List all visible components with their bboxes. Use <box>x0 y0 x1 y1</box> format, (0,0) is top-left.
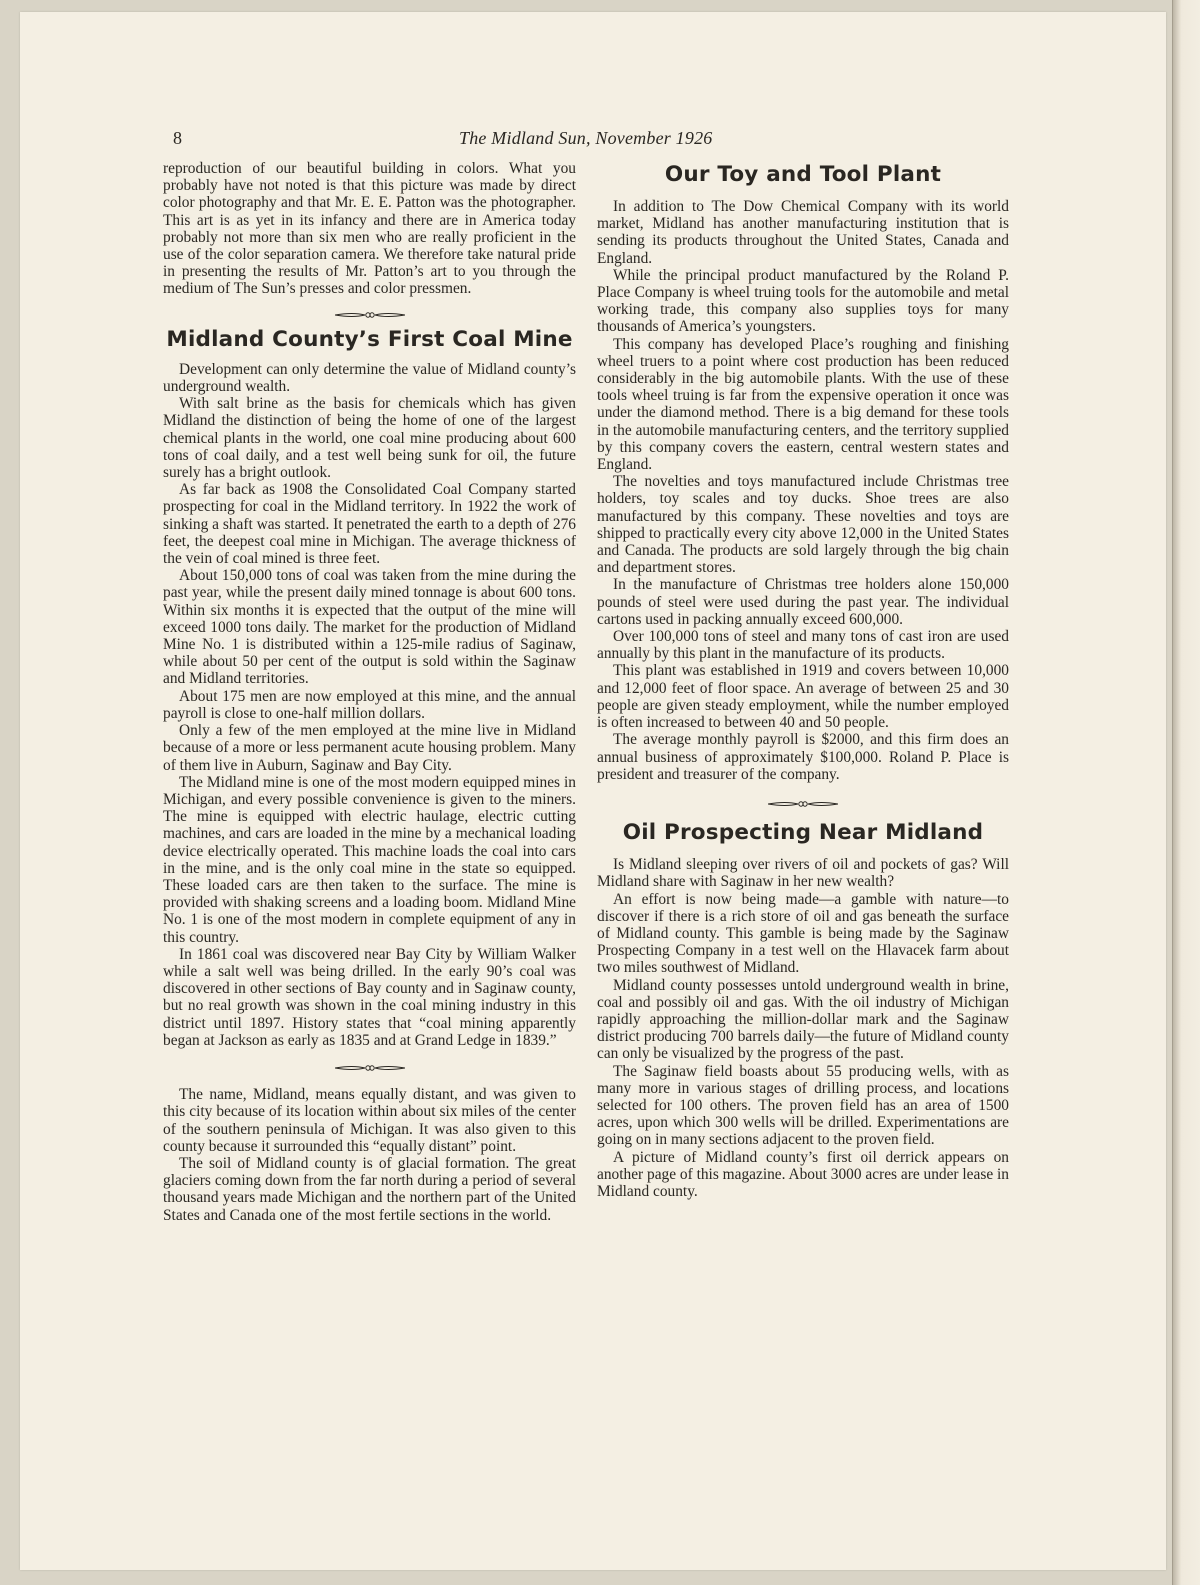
coal-paragraph: About 150,000 tons of coal was taken from the mine during the past year, while the present daily mined tonnage is about 600 tons. Within six months it is expected that the output of the mine will exceed 1000 tons daily. The market for the production of Midland Mine No. 1 is distributed within a 125-mile radius of Saginaw, while about 50 per cent of the output is sold within the Saginaw and Midland territories. <box>163 567 576 688</box>
soil-paragraph: The soil of Midland county is of glacial formation. The great glaciers coming down from the far north during a period of several thousand years made Michigan and the northern part of the United States and Canada one of the most fertile sections in the world. <box>163 1154 576 1224</box>
coal-paragraph: With salt brine as the basis for chemicals which has given Midland the distinction of being the home of one of the largest chemical plants in the world, one coal mine producing about 600 tons of coal daily, and a test well being sunk for oil, the future surely has a bright outlook. <box>163 395 576 482</box>
ornament-divider <box>163 306 576 323</box>
ornament-divider <box>163 1059 576 1076</box>
running-head: The Midland Sun, November 1926 <box>459 128 713 148</box>
coal-paragraph: In 1861 coal was discovered near Bay City by William Walker while a salt well was being drilled. In the early 90’s coal was discovered in other sections of Bay county and in Saginaw county, but no real growth was shown in the coal mining industry in this district until 1897. History states that “coal mining apparently began at Jackson as early as 1835 and at Grand Ledge in 1839.” <box>163 945 576 1049</box>
coal-paragraph: The Midland mine is one of the most modern equipped mines in Michigan, and every possible convenience is given to the miners. The mine is equipped with electric haulage, electric cutting machines, and cars are loaded in the mine by a mechanical loading device electrically operated. This machine loads the coal into cars in the mine, and is the only coal mine in the state so equipped. These loaded cars are then taken to the surface. The mine is provided with shaking screens and a loading boom. Midland Mine No. 1 is one of the most modern in complete equipment of any in this country. <box>163 773 576 946</box>
toy-paragraph: In addition to The Dow Chemical Company with its world market, Midland has another manufacturing institution that is sending its products throughout the United States, Canada and England. <box>597 198 1009 267</box>
intro-paragraph: reproduction of our beautiful building in colors. What you probably have not noted is that this picture was made by direct color photography and that Mr. E. E. Patton was the photographer. This art is as yet in its infancy and there are in America today probably not more than six men who are really proficient in the use of the color separation camera. We therefore take natural pride in presenting the results of Mr. Patton’s art to you through the medium of The Sun’s presses and color pressmen. <box>163 160 576 298</box>
toy-paragraph: While the principal product manufactured by the Roland P. Place Company is wheel truing tools for the automobile and metal working trade, this company also supplies toys for many thousands of America’s youngsters. <box>597 266 1009 336</box>
right-column <box>597 162 1009 1200</box>
name-paragraph: The name, Midland, means equally distant, and was given to this city because of its location within about six miles of the center of the southern peninsula of Michigan. It was also given to this county because it surrounded this “equally distant” point. <box>163 1086 576 1155</box>
coal-paragraph: Development can only determine the value of Midland county’s underground wealth. <box>163 360 576 396</box>
toy-paragraph: In the manufacture of Christmas tree holders alone 150,000 pounds of steel were used during the past year. The individual cartons used in packing annually exceed 600,000. <box>597 576 1009 628</box>
coal-paragraph: About 175 men are now employed at this mine, and the annual payroll is close to one-half million dollars. <box>163 687 576 722</box>
page-edge <box>1172 0 1200 1585</box>
toy-paragraph: This company has developed Place’s roughing and finishing wheel truers to a point where cost production has been reduced considerably in the big automobile plants. With the use of these tools wheel truing is far from the expensive operation it once was under the diamond method. There is a big demand for these tools in the automobile manufacturing centers, and the territory supplied by this company covers the eastern, central western states and England. <box>597 335 1009 474</box>
oil-paragraph: Midland county possesses untold underground wealth in brine, coal and possibly oil and gas. With the oil industry of Michigan rapidly approaching the million-dollar mark and the Saginaw district producing 700 barrels daily—the future of Midland county can only be visualized by the progress of the past. <box>597 976 1009 1063</box>
coal-paragraph: As far back as 1908 the Consolidated Coal Company started prospecting for coal in the Midland territory. In 1922 the work of sinking a shaft was started. It penetrated the earth to a depth of 276 feet, the deepest coal mine in Michigan. The average thickness of the vein of coal mined is three feet. <box>163 481 576 568</box>
coal-mine-heading: Midland County’s First Coal Mine <box>166 326 573 352</box>
left-column <box>163 160 576 1224</box>
toy-paragraph: The novelties and toys manufactured include Christmas tree holders, toy scales and toy ducks. Shoe trees are also manufactured by this company. These novelties and toys are shipped to practically every city above 12,000 in the United States and Canada. The products are sold largely through the big chain and department stores. <box>597 473 1009 577</box>
toy-plant-heading: Our Toy and Tool Plant <box>664 162 942 187</box>
coal-paragraph: Only a few of the men employed at the mine live in Midland because of a more or less permanent acute housing problem. Many of them live in Auburn, Saginaw and Bay City. <box>163 722 576 774</box>
toy-paragraph: This plant was established in 1919 and covers between 10,000 and 12,000 feet of floor space. An average of between 25 and 30 people are given steady employment, while the number employed is often increased to between 40 and 50 people. <box>597 662 1009 732</box>
page-header <box>173 128 1015 154</box>
ornament-divider <box>597 795 1009 812</box>
page-number: 8 <box>173 128 182 148</box>
oil-paragraph: Is Midland sleeping over rivers of oil and pockets of gas? Will Midland share with Saginaw in her new wealth? <box>597 856 1009 891</box>
oil-paragraph: An effort is now being made—a gamble with nature—to discover if there is a rich store of oil and gas beneath the surface of Midland county. This gamble is being made by the Saginaw Prospecting Company in a test well on the Hlavacek farm about two miles southwest of Midland. <box>597 890 1009 977</box>
toy-paragraph: Over 100,000 tons of steel and many tons of cast iron are used annually by this plant in the manufacture of its products. <box>597 628 1009 663</box>
oil-paragraph: A picture of Midland county’s first oil derrick appears on another page of this magazine. About 3000 acres are under lease in Midland county. <box>597 1148 1009 1200</box>
oil-heading: Oil Prospecting Near Midland <box>622 820 984 846</box>
toy-paragraph: The average monthly payroll is $2000, and this firm does an annual business of approximately $100,000. Roland P. Place is president and treasurer of the company. <box>597 731 1009 783</box>
oil-paragraph: The Saginaw field boasts about 55 producing wells, with as many more in various stages of drilling process, and locations selected for 100 others. The proven field has an area of 1500 acres, upon which 300 wells will be drilled. Experimentations are going on in many sections adjacent to the proven field. <box>597 1062 1009 1149</box>
